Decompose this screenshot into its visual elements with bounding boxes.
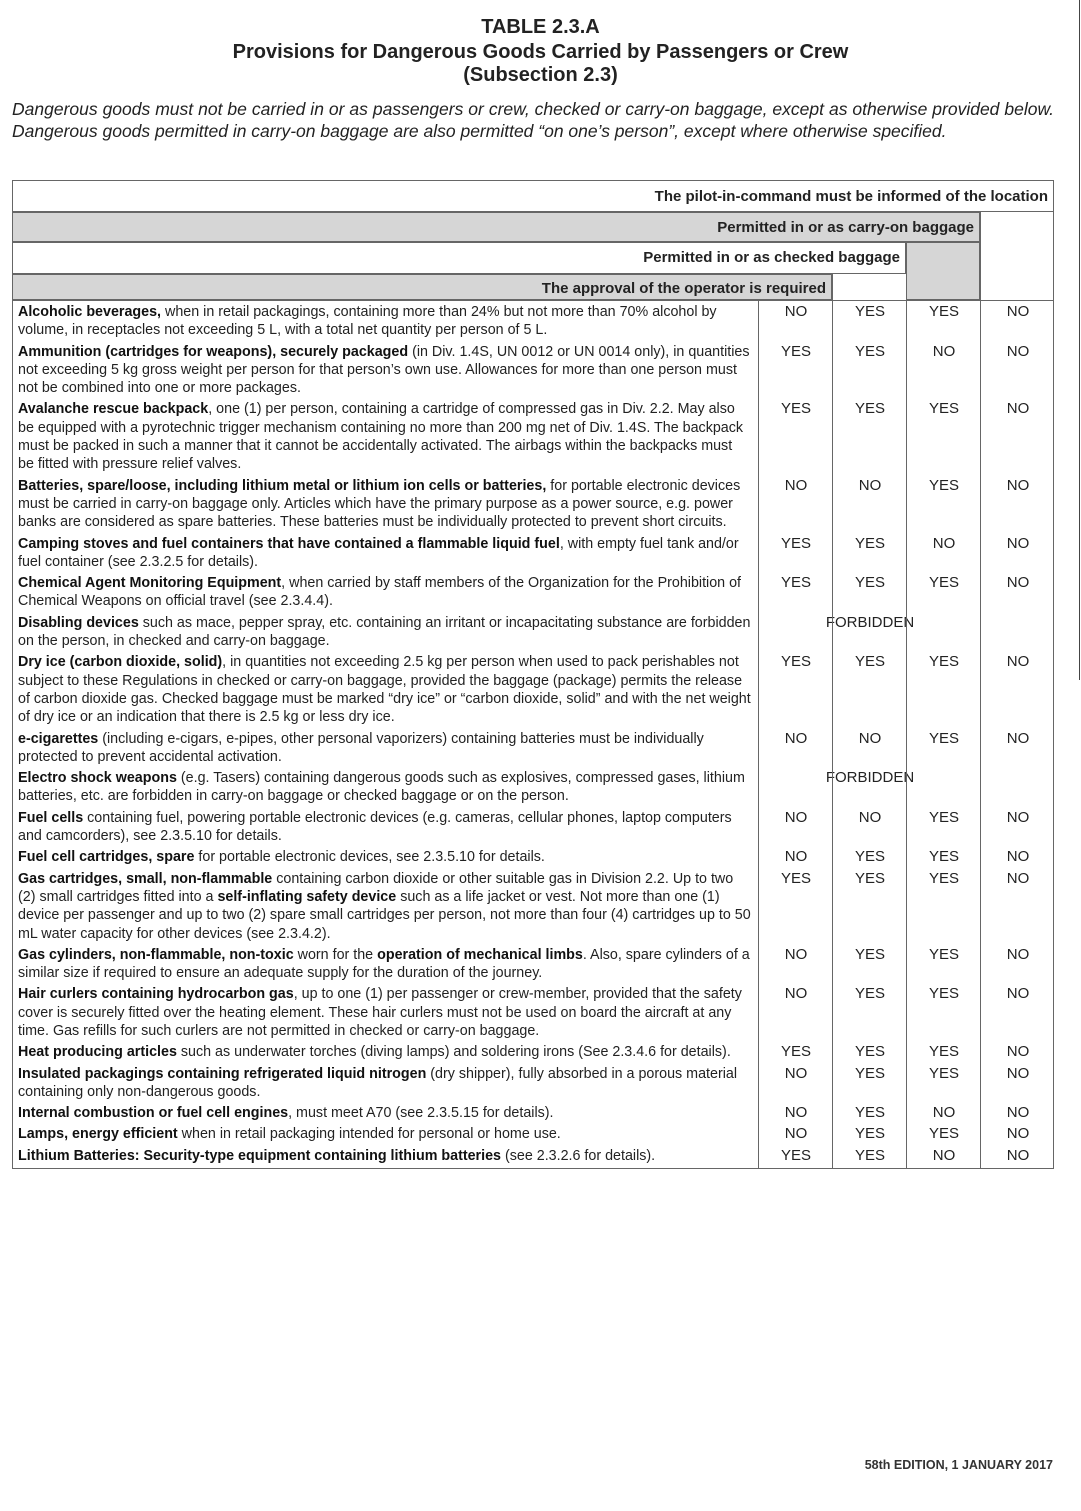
approval-cell: YES bbox=[780, 1146, 811, 1164]
row-item-text: such as mace, pepper spray, etc. containing an irritant or incapacitating substance are forbidden on the person, in checked and carry-on baggage. bbox=[18, 614, 751, 650]
checked-cell: NO bbox=[858, 808, 882, 826]
approval-cell: NO bbox=[784, 1064, 808, 1082]
table-row bbox=[13, 301, 1053, 341]
pilot-cell: NO bbox=[1006, 1104, 1030, 1122]
row-description bbox=[13, 807, 756, 847]
approval-cell: NO bbox=[784, 729, 808, 747]
pilot-cell: NO bbox=[1006, 869, 1030, 887]
table-row bbox=[13, 767, 1053, 807]
checked-cell: YES bbox=[854, 303, 885, 320]
carryon-cell: YES bbox=[928, 848, 959, 866]
forbidden-label: FORBIDDEN bbox=[825, 613, 915, 631]
header-rule bbox=[906, 242, 907, 300]
row-description bbox=[13, 612, 756, 652]
column-rule bbox=[980, 300, 981, 1169]
row-description bbox=[13, 1063, 756, 1103]
checked-cell: YES bbox=[854, 848, 885, 866]
forbidden-label: FORBIDDEN bbox=[825, 769, 915, 787]
edition-footer: 58th EDITION, 1 JANUARY 2017 bbox=[864, 1458, 1053, 1472]
pilot-cell: NO bbox=[1006, 729, 1030, 747]
header-pilot-label: The pilot-in-command must be informed of the location bbox=[654, 188, 1048, 205]
row-item-name: Fuel cell cartridges, spare bbox=[18, 849, 195, 866]
pilot-cell: NO bbox=[1006, 1043, 1030, 1061]
row-description: Gas cartridges, small, non-flammable containing carbon dioxide or other suitable gas in Division 2.2. Up to two (2) small cartridges fitted into a self-inflating safety device such as a life jacket or vest. Not more than one (1) device per passenger and up to two (2) spare small cartridges per person, not more than four (4) cartridges up to 50 mL water capacity for other devices (see 2.3.4.2). bbox=[18, 870, 751, 942]
pilot-cell: NO bbox=[1006, 848, 1030, 866]
approval-cell: YES bbox=[780, 574, 811, 592]
pilot-cell: NO bbox=[1006, 1146, 1030, 1164]
carryon-cell: NO bbox=[932, 342, 956, 360]
row-description bbox=[13, 983, 756, 1041]
header-rule bbox=[832, 274, 833, 300]
row-description bbox=[13, 846, 756, 867]
checked-cell: YES bbox=[854, 945, 885, 963]
row-description: Gas cylinders, non-flammable, non-toxic worn for the operation of mechanical limbs. Also, spare cylinders of a similar size if required to ensure an adequate supply for the duration of the journey. bbox=[18, 946, 750, 982]
column-rule bbox=[758, 300, 759, 1169]
row-description bbox=[13, 398, 756, 474]
table-row bbox=[13, 1145, 1053, 1166]
row-item-name: Lamps, energy efficient bbox=[18, 1126, 178, 1143]
row-item-name: Hair curlers containing hydrocarbon gas bbox=[18, 986, 294, 1003]
approval-cell: NO bbox=[784, 808, 808, 826]
row-item-text: such as underwater torches (diving lamps) and soldering irons (See 2.3.4.6 for details). bbox=[176, 1044, 731, 1061]
checked-cell: YES bbox=[854, 400, 885, 418]
approval-cell: NO bbox=[784, 945, 808, 963]
column-rule bbox=[906, 300, 907, 1169]
table-row bbox=[13, 983, 1053, 1041]
row-description bbox=[13, 767, 756, 807]
checked-cell: YES bbox=[854, 1064, 885, 1082]
row-description bbox=[13, 572, 756, 612]
row-item-text: (e.g. Tasers) containing dangerous goods such as explosives, compressed gases, lithium batteries, etc. are forbidden in carry-on baggage or checked baggage or on the person. bbox=[18, 770, 745, 805]
pilot-cell: NO bbox=[1006, 1125, 1030, 1143]
checked-cell: NO bbox=[858, 476, 882, 494]
row-item-text: , one (1) per person, containing a cartridge of compressed gas in Div. 2.2. May also be equipped with a pyrotechnic trigger mechanism containing no more than 200 mg net of Div. 1.4S. The backpack must be packed in such a manner that it cannot be accidentally activated. The airbags within the backpacks must be fitted with pressure relief valves. bbox=[18, 401, 744, 473]
pilot-cell: NO bbox=[1006, 1064, 1030, 1082]
checked-cell: YES bbox=[854, 342, 885, 360]
table-row bbox=[13, 612, 1053, 652]
checked-cell: YES bbox=[854, 574, 885, 592]
pilot-cell: NO bbox=[1006, 985, 1030, 1003]
table-row bbox=[13, 341, 1053, 399]
row-item-text: , must meet A70 (see 2.3.5.15 for details). bbox=[288, 1105, 554, 1122]
intro-paragraph: Dangerous goods must not be carried in or as passengers or crew, checked or carry-on baggage, except as otherwise provided below. Dangerous goods permitted in carry-on baggage are also permitted “on one’s person”, except where otherwise specified. bbox=[12, 99, 1054, 141]
approval-cell: YES bbox=[780, 534, 811, 552]
checked-cell: YES bbox=[854, 1146, 885, 1164]
table-subsection: (Subsection 2.3) bbox=[463, 64, 618, 86]
approval-cell: YES bbox=[780, 342, 811, 360]
table-row bbox=[13, 944, 1053, 984]
pilot-cell: NO bbox=[1006, 574, 1030, 592]
header-gray-filler bbox=[906, 242, 980, 300]
carryon-cell: YES bbox=[928, 729, 959, 747]
row-item-name: Batteries, spare/loose, including lithium metal or lithium ion cells or batteries, bbox=[18, 477, 547, 494]
pilot-cell: NO bbox=[1006, 534, 1030, 552]
row-description bbox=[13, 1145, 756, 1166]
checked-cell: YES bbox=[854, 1125, 885, 1143]
carryon-cell: NO bbox=[932, 534, 956, 552]
carryon-cell: YES bbox=[928, 1064, 959, 1082]
approval-cell: NO bbox=[784, 303, 808, 320]
carryon-cell: YES bbox=[928, 945, 959, 963]
row-item-name: Electro shock weapons bbox=[18, 770, 177, 787]
approval-cell: NO bbox=[784, 1104, 808, 1122]
carryon-cell: YES bbox=[928, 400, 959, 418]
page-edge-line bbox=[1079, 0, 1080, 680]
row-item-name: Dry ice (carbon dioxide, solid) bbox=[18, 654, 223, 671]
checked-cell: NO bbox=[858, 729, 882, 747]
row-item-name: Lithium Batteries: Security-type equipment containing lithium batteries bbox=[18, 1147, 501, 1164]
table-row bbox=[13, 651, 1053, 727]
row-item-text: containing fuel, powering portable electronic devices (e.g. cameras, cellular phones, laptop computers and camcorders), see 2.3.5.10 for details. bbox=[18, 809, 732, 845]
row-item-name: Ammunition (cartridges for weapons), securely packaged bbox=[18, 343, 409, 360]
row-description bbox=[13, 728, 756, 768]
carryon-cell: YES bbox=[928, 303, 959, 320]
pilot-cell: NO bbox=[1006, 342, 1030, 360]
table-row bbox=[13, 728, 1053, 768]
row-item-name: Avalanche rescue backpack bbox=[18, 401, 209, 418]
table-row bbox=[13, 846, 1053, 867]
table-number: TABLE 2.3.A bbox=[481, 16, 600, 38]
row-description bbox=[13, 301, 756, 341]
header-carryon-label: Permitted in or as carry-on baggage bbox=[717, 219, 974, 236]
table-row bbox=[13, 533, 1053, 573]
row-description bbox=[13, 651, 756, 727]
pilot-cell: NO bbox=[1006, 303, 1030, 320]
checked-cell: YES bbox=[854, 869, 885, 887]
approval-cell: NO bbox=[784, 848, 808, 866]
row-item-name: e-cigarettes bbox=[18, 730, 99, 747]
carryon-cell: NO bbox=[932, 1146, 956, 1164]
row-item-text: , with empty fuel tank and/or fuel container (see 2.3.2.5 for details). bbox=[18, 535, 739, 570]
approval-cell: YES bbox=[780, 400, 811, 418]
row-item-text: , up to one (1) per passenger or crew-member, provided that the safety cover is securely fitted over the heating element. These hair curlers must not be used on board the aircraft at any time. Gas refills for such curlers are not permitted in checked or carry-on baggage. bbox=[18, 986, 742, 1039]
table-row bbox=[13, 807, 1053, 847]
row-item-text: , when carried by staff members of the Organization for the Prohibition of Chemical Weapons on official travel (see 2.3.4.4). bbox=[18, 575, 742, 610]
carryon-cell: NO bbox=[932, 1104, 956, 1122]
pilot-cell: NO bbox=[1006, 476, 1030, 494]
row-description bbox=[13, 1041, 756, 1062]
pilot-cell: NO bbox=[1006, 808, 1030, 826]
row-item-text: (dry shipper), fully absorbed in a porous material containing only non-dangerous goods. bbox=[18, 1065, 738, 1100]
row-description bbox=[13, 1123, 756, 1144]
approval-cell: NO bbox=[784, 1125, 808, 1143]
table-row bbox=[13, 572, 1053, 612]
carryon-cell: YES bbox=[928, 1043, 959, 1061]
approval-cell: NO bbox=[784, 476, 808, 494]
row-item-name: Internal combustion or fuel cell engines bbox=[18, 1105, 289, 1122]
row-item-text: , in quantities not exceeding 2.5 kg per person when used to pack perishables not subject to these Regulations in checked or carry-on baggage, provided the baggage (package) permits the release of carbon dioxide gas. Checked baggage must be marked “dry ice” or “carbon dioxide, solid” and with the net weight of dry ice or an indication that there is 2.5 kg or less dry ice. bbox=[18, 654, 751, 726]
header-rule bbox=[980, 212, 981, 300]
provisions-table-body bbox=[12, 300, 1054, 1169]
row-description bbox=[13, 475, 756, 533]
table-row bbox=[13, 1102, 1053, 1123]
row-description bbox=[13, 533, 756, 573]
approval-cell: YES bbox=[780, 869, 811, 887]
carryon-cell: YES bbox=[928, 985, 959, 1003]
row-item-text: (in Div. 1.4S, UN 0012 or UN 0014 only), in quantities not exceeding 5 kg gross weight per person for that person’s own use. Allowances for more than one person must not be combined into one or more packages. bbox=[18, 343, 750, 397]
row-item-text: when in retail packaging intended for personal or home use. bbox=[177, 1126, 561, 1143]
row-item-text: (including e-cigars, e-pipes, other personal vaporizers) containing batteries must be individually protected to prevent accidental activation. bbox=[18, 730, 704, 765]
row-item-name: Disabling devices bbox=[18, 614, 139, 631]
table-row bbox=[13, 1123, 1053, 1144]
row-item-name: Camping stoves and fuel containers that have contained a flammable liquid fuel bbox=[18, 535, 560, 552]
row-item-name: Heat producing articles bbox=[18, 1044, 177, 1061]
table-row bbox=[13, 1063, 1053, 1103]
carryon-cell: YES bbox=[928, 653, 959, 671]
approval-cell: YES bbox=[780, 653, 811, 671]
approval-cell: YES bbox=[780, 1043, 811, 1061]
carryon-cell: YES bbox=[928, 869, 959, 887]
header-approval-label: The approval of the operator is required bbox=[541, 280, 826, 297]
table-row bbox=[13, 868, 1053, 944]
row-item-text: when in retail packagings, containing more than 24% but not more than 70% alcohol by volume, in receptacles not exceeding 5 L, with a total net quantity per person of 5 L. bbox=[18, 304, 717, 339]
table-row bbox=[13, 398, 1053, 474]
pilot-cell: NO bbox=[1006, 653, 1030, 671]
pilot-cell: NO bbox=[1006, 945, 1030, 963]
row-item-name: Fuel cells bbox=[18, 809, 84, 826]
row-item-name: Chemical Agent Monitoring Equipment bbox=[18, 575, 282, 592]
carryon-cell: YES bbox=[928, 574, 959, 592]
carryon-cell: YES bbox=[928, 1125, 959, 1143]
pilot-cell: NO bbox=[1006, 400, 1030, 418]
row-item-name: Alcoholic beverages, bbox=[18, 304, 162, 320]
checked-cell: YES bbox=[854, 653, 885, 671]
column-rule bbox=[832, 300, 833, 1169]
carryon-cell: YES bbox=[928, 808, 959, 826]
checked-cell: YES bbox=[854, 534, 885, 552]
row-item-text: (see 2.3.2.6 for details). bbox=[500, 1147, 656, 1164]
table-row bbox=[13, 475, 1053, 533]
carryon-cell: YES bbox=[928, 476, 959, 494]
row-description bbox=[13, 1102, 756, 1123]
row-item-text: for portable electronic devices, see 2.3.5.10 for details. bbox=[194, 849, 545, 866]
header-checked-label: Permitted in or as checked baggage bbox=[643, 249, 900, 266]
checked-cell: YES bbox=[854, 1043, 885, 1061]
checked-cell: YES bbox=[854, 1104, 885, 1122]
row-item-text: for portable electronic devices must be carried in carry-on baggage only. Articles which have the primary purpose as a power source, e.g. power banks are considered as spare batteries. These batteries must be individually protected to prevent short circuits. bbox=[18, 477, 741, 531]
table-row bbox=[13, 1041, 1053, 1062]
row-item-name: Insulated packagings containing refrigerated liquid nitrogen bbox=[18, 1065, 427, 1082]
checked-cell: YES bbox=[854, 985, 885, 1003]
row-description bbox=[13, 341, 756, 399]
approval-cell: NO bbox=[784, 985, 808, 1003]
table-title: Provisions for Dangerous Goods Carried by Passengers or Crew bbox=[232, 41, 849, 63]
